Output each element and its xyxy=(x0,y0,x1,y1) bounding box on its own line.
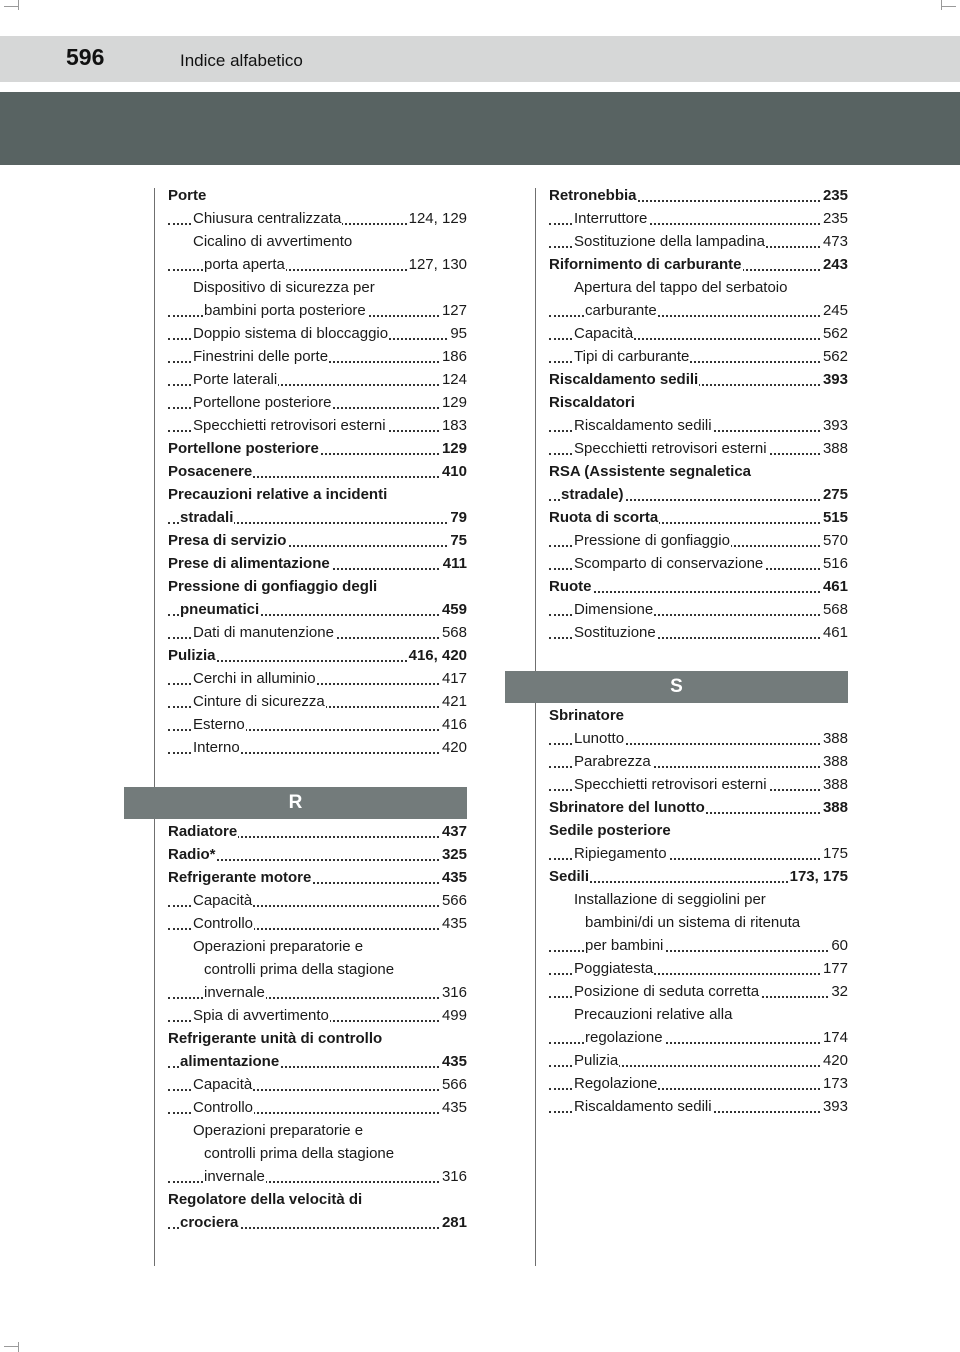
column-divider-right xyxy=(535,188,536,1266)
index-entry-page: 129 xyxy=(440,391,467,414)
index-entry xyxy=(168,889,467,912)
index-entry xyxy=(168,736,467,759)
index-entry xyxy=(168,1165,467,1188)
index-entry xyxy=(549,621,848,644)
index-entry-page: 275 xyxy=(821,483,848,506)
page-title: Indice alfabetico xyxy=(180,51,303,70)
index-entry-page: 177 xyxy=(821,957,848,980)
dot-leader xyxy=(549,591,848,593)
index-entry xyxy=(168,230,467,253)
index-entry-label: Interruttore xyxy=(574,210,648,227)
index-entry-page: 437 xyxy=(440,820,467,843)
index-entry-label: Portellone posteriore xyxy=(193,394,332,411)
crop-mark xyxy=(941,0,942,10)
index-entry-page: 95 xyxy=(448,322,467,345)
index-entry-label: invernale xyxy=(204,1168,265,1185)
index-entry-page: 388 xyxy=(821,773,848,796)
index-entry xyxy=(168,414,467,437)
index-entry xyxy=(549,1095,848,1118)
index-entry-label: Apertura del tappo del serbatoio xyxy=(574,279,788,296)
index-entry-page: 435 xyxy=(440,866,467,889)
index-entry xyxy=(549,345,848,368)
index-entry xyxy=(549,773,848,796)
index-entry-label: Dispositivo di sicurezza per xyxy=(193,279,375,296)
index-entry xyxy=(549,704,848,727)
index-entry-label: Lunotto xyxy=(574,730,625,747)
index-entry-label: per bambini xyxy=(585,937,664,954)
index-entry-label: Dimensione xyxy=(574,601,654,618)
index-entry xyxy=(549,437,848,460)
index-entry-label: Precauzioni relative alla xyxy=(574,1006,733,1023)
index-entry-label: Operazioni preparatorie e xyxy=(193,938,364,955)
index-entry-label: bambini porta posteriore xyxy=(204,302,366,319)
index-entry-page: 473 xyxy=(821,230,848,253)
index-entry-page: 388 xyxy=(821,437,848,460)
index-entry xyxy=(168,552,467,575)
index-entry-page: 32 xyxy=(829,980,848,1003)
index-entry xyxy=(168,345,467,368)
index-entry-page: 173, 175 xyxy=(788,865,848,888)
index-entry xyxy=(168,575,467,598)
index-entry xyxy=(168,322,467,345)
index-entry-label: Sedile posteriore xyxy=(549,822,671,839)
index-entry-label: Riscaldamento sedili xyxy=(574,417,712,434)
index-entry-label: Regolazione xyxy=(574,1075,658,1092)
index-entry-page: 235 xyxy=(821,207,848,230)
index-entry xyxy=(168,713,467,736)
index-entry xyxy=(168,299,467,322)
index-entry-label: Poggiatesta xyxy=(574,960,654,977)
index-entry xyxy=(168,598,467,621)
index-entry xyxy=(168,958,467,981)
index-entry-page: 435 xyxy=(440,1096,467,1119)
index-entry-label: Precauzioni relative a incidenti xyxy=(168,486,388,503)
index-entry xyxy=(549,980,848,1003)
index-entry xyxy=(549,230,848,253)
index-entry xyxy=(549,322,848,345)
index-entry-page: 499 xyxy=(440,1004,467,1027)
index-entry-label: Sostituzione della lampadina xyxy=(574,233,765,250)
index-entry xyxy=(168,690,467,713)
index-entry-page: 393 xyxy=(821,414,848,437)
index-entry-page: 127, 130 xyxy=(407,253,467,276)
page-number: 596 xyxy=(66,44,105,70)
index-entry-label: Capacità xyxy=(193,1076,253,1093)
index-entry xyxy=(168,667,467,690)
index-entry-page: 562 xyxy=(821,322,848,345)
index-entry-label: Specchietti retrovisori esterni xyxy=(574,440,767,457)
index-entry-label: Operazioni preparatorie e xyxy=(193,1122,364,1139)
index-entry xyxy=(168,276,467,299)
index-entry xyxy=(549,414,848,437)
index-entry-label: Pulizia xyxy=(574,1052,619,1069)
index-entry-label: Specchietti retrovisori esterni xyxy=(193,417,386,434)
index-entry-label: Riscaldatori xyxy=(549,394,635,411)
index-entry-label: Radio* xyxy=(168,846,216,863)
index-entry xyxy=(549,842,848,865)
index-entry-label: Radiatore xyxy=(168,823,238,840)
index-entry xyxy=(168,1027,467,1050)
index-entry-page: 416, 420 xyxy=(407,644,467,667)
index-entry-page: 183 xyxy=(440,414,467,437)
index-entry xyxy=(549,1026,848,1049)
index-entry-label: Spia di avvertimento xyxy=(193,1007,329,1024)
index-entry-label: porta aperta xyxy=(204,256,285,273)
index-entry xyxy=(549,911,848,934)
index-entry xyxy=(549,727,848,750)
index-entry-label: Porte xyxy=(168,187,207,204)
index-column-left-bottom xyxy=(168,820,467,1234)
index-entry-page: 129 xyxy=(440,437,467,460)
index-entry xyxy=(168,207,467,230)
index-column-right-bottom xyxy=(549,704,848,1118)
index-entry-label: Ruota di scorta xyxy=(549,509,659,526)
index-entry-label: Finestrini delle porte xyxy=(193,348,329,365)
index-entry-label: Posacenere xyxy=(168,463,253,480)
index-entry xyxy=(168,391,467,414)
index-entry-page: 173 xyxy=(821,1072,848,1095)
crop-mark xyxy=(18,0,19,10)
index-entry-page: 393 xyxy=(821,1095,848,1118)
index-entry-label: Retronebbia xyxy=(549,187,637,204)
index-entry-page: 416 xyxy=(440,713,467,736)
index-entry-label: carburante xyxy=(585,302,657,319)
index-entry-label: Rifornimento di carburante xyxy=(549,256,742,273)
index-entry-label: Parabrezza xyxy=(574,753,651,770)
index-entry xyxy=(549,796,848,819)
index-entry-page: 174 xyxy=(821,1026,848,1049)
index-entry-page: 435 xyxy=(440,1050,467,1073)
index-entry xyxy=(168,1188,467,1211)
index-entry-page: 124 xyxy=(440,368,467,391)
index-column-right-top xyxy=(549,184,848,644)
crop-mark xyxy=(942,6,956,7)
index-entry xyxy=(168,981,467,1004)
index-entry xyxy=(168,1096,467,1119)
index-entry-label: Refrigerante unità di controllo xyxy=(168,1030,383,1047)
index-entry-page: 568 xyxy=(821,598,848,621)
crop-mark xyxy=(4,6,18,7)
index-entry-page: 420 xyxy=(440,736,467,759)
index-entry xyxy=(549,957,848,980)
index-entry-label: Riscaldamento sedili xyxy=(574,1098,712,1115)
index-entry-label: Cerchi in alluminio xyxy=(193,670,316,687)
index-entry-label: Sedili xyxy=(549,868,590,885)
index-entry-page: 79 xyxy=(448,506,467,529)
index-entry-label: Doppio sistema di bloccaggio xyxy=(193,325,389,342)
index-entry-label: Sostituzione xyxy=(574,624,656,641)
index-entry-label: Pressione di gonfiaggio xyxy=(574,532,730,549)
index-entry xyxy=(549,391,848,414)
index-entry-page: 388 xyxy=(821,727,848,750)
index-entry xyxy=(168,506,467,529)
index-entry-label: Porte laterali xyxy=(193,371,278,388)
index-entry xyxy=(549,207,848,230)
index-entry-page: 417 xyxy=(440,667,467,690)
index-entry-page: 245 xyxy=(821,299,848,322)
index-entry-label: Refrigerante motore xyxy=(168,869,312,886)
index-entry xyxy=(549,750,848,773)
column-divider-left xyxy=(154,188,155,1266)
index-entry-label: Capacità xyxy=(574,325,634,342)
index-entry xyxy=(168,460,467,483)
index-entry xyxy=(168,935,467,958)
index-entry-label: Specchietti retrovisori esterni xyxy=(574,776,767,793)
index-entry-page: 570 xyxy=(821,529,848,552)
index-entry-page: 186 xyxy=(440,345,467,368)
index-entry xyxy=(549,1049,848,1072)
index-entry-label: Pulizia xyxy=(168,647,216,664)
index-entry xyxy=(549,276,848,299)
crop-mark xyxy=(18,1342,19,1352)
index-entry xyxy=(168,820,467,843)
index-entry-page: 60 xyxy=(829,934,848,957)
index-entry xyxy=(549,819,848,842)
index-entry-page: 124, 129 xyxy=(407,207,467,230)
index-entry-page: 566 xyxy=(440,889,467,912)
index-entry xyxy=(168,1142,467,1165)
index-entry-label: Chiusura centralizzata xyxy=(193,210,342,227)
index-entry xyxy=(549,575,848,598)
index-column-left-top xyxy=(168,184,467,759)
index-entry-page: 421 xyxy=(440,690,467,713)
index-entry xyxy=(549,552,848,575)
index-entry-label: crociera xyxy=(180,1214,239,1231)
index-entry xyxy=(168,184,467,207)
index-entry xyxy=(168,529,467,552)
index-entry-label: Cicalino di avvertimento xyxy=(193,233,353,250)
index-entry xyxy=(168,253,467,276)
index-entry xyxy=(549,184,848,207)
section-letter-s: S xyxy=(505,671,848,703)
index-entry-label: Regolatore della velocità di xyxy=(168,1191,363,1208)
index-entry-label: Riscaldamento sedili xyxy=(549,371,699,388)
index-entry-page: 562 xyxy=(821,345,848,368)
index-entry-label: pneumatici xyxy=(180,601,260,618)
index-entry-label: Ruote xyxy=(549,578,592,595)
index-entry-label: Sbrinatore xyxy=(549,707,625,724)
index-entry-label: stradale) xyxy=(561,486,624,503)
index-entry xyxy=(168,1119,467,1142)
index-entry xyxy=(168,1004,467,1027)
index-entry-page: 461 xyxy=(821,575,848,598)
index-entry xyxy=(168,621,467,644)
index-entry-page: 459 xyxy=(440,598,467,621)
index-entry-label: Pressione di gonfiaggio degli xyxy=(168,578,378,595)
index-entry xyxy=(168,483,467,506)
index-entry-page: 568 xyxy=(440,621,467,644)
index-entry xyxy=(549,1003,848,1026)
index-entry xyxy=(549,888,848,911)
index-entry-label: stradali xyxy=(180,509,234,526)
index-entry xyxy=(168,1050,467,1073)
index-entry xyxy=(549,253,848,276)
index-entry xyxy=(549,460,848,483)
section-letter-r: R xyxy=(124,787,467,819)
index-entry xyxy=(549,368,848,391)
index-entry-page: 566 xyxy=(440,1073,467,1096)
index-entry-label: Installazione di seggiolini per xyxy=(574,891,766,908)
index-entry-label: Prese di alimentazione xyxy=(168,555,330,572)
index-entry-label: Cinture di sicurezza xyxy=(193,693,325,710)
index-entry-page: 435 xyxy=(440,912,467,935)
index-entry xyxy=(168,644,467,667)
index-entry-label: invernale xyxy=(204,984,265,1001)
index-entry xyxy=(549,598,848,621)
index-entry xyxy=(168,437,467,460)
index-entry-page: 316 xyxy=(440,1165,467,1188)
header-banner xyxy=(0,92,960,165)
index-entry xyxy=(549,934,848,957)
index-entry xyxy=(549,506,848,529)
index-entry xyxy=(168,1211,467,1234)
index-entry xyxy=(168,912,467,935)
index-entry-label: Sbrinatore del lunotto xyxy=(549,799,705,816)
index-entry-page: 316 xyxy=(440,981,467,1004)
index-entry-label: Scomparto di conservazione xyxy=(574,555,764,572)
index-entry-page: 411 xyxy=(441,552,467,575)
header-bar xyxy=(0,36,960,82)
index-entry-page: 516 xyxy=(821,552,848,575)
index-entry-label: Controllo xyxy=(193,915,254,932)
index-entry-page: 243 xyxy=(821,253,848,276)
index-entry-label: Ripiegamento xyxy=(574,845,667,862)
index-entry-label: Posizione di seduta corretta xyxy=(574,983,760,1000)
index-entry-label: Capacità xyxy=(193,892,253,909)
crop-mark xyxy=(4,1346,18,1347)
index-entry-label: bambini/di un sistema di ritenuta xyxy=(585,914,801,931)
index-entry xyxy=(168,866,467,889)
index-entry-label: Esterno xyxy=(193,716,245,733)
index-entry xyxy=(549,865,848,888)
index-entry-page: 393 xyxy=(821,368,848,391)
index-entry-label: controlli prima della stagione xyxy=(204,961,395,978)
index-entry-page: 515 xyxy=(821,506,848,529)
index-entry-label: controlli prima della stagione xyxy=(204,1145,395,1162)
index-entry-label: alimentazione xyxy=(180,1053,280,1070)
index-entry-page: 388 xyxy=(821,796,848,819)
index-entry xyxy=(168,843,467,866)
index-entry-page: 325 xyxy=(440,843,467,866)
index-entry-page: 281 xyxy=(440,1211,467,1234)
index-entry-page: 410 xyxy=(440,460,467,483)
index-entry xyxy=(549,483,848,506)
index-entry-page: 420 xyxy=(821,1049,848,1072)
index-entry-label: Tipi di carburante xyxy=(574,348,690,365)
index-entry-label: Presa di servizio xyxy=(168,532,287,549)
index-entry xyxy=(168,368,467,391)
index-entry xyxy=(549,1072,848,1095)
index-entry-page: 388 xyxy=(821,750,848,773)
index-entry-page: 235 xyxy=(821,184,848,207)
index-entry-page: 175 xyxy=(821,842,848,865)
index-entry-label: Dati di manutenzione xyxy=(193,624,334,641)
index-entry-page: 75 xyxy=(448,529,467,552)
index-entry xyxy=(549,299,848,322)
index-entry-page: 461 xyxy=(821,621,848,644)
index-entry-page: 127 xyxy=(440,299,467,322)
index-entry-label: Interno xyxy=(193,739,240,756)
index-entry xyxy=(168,1073,467,1096)
index-entry-label: Portellone posteriore xyxy=(168,440,319,457)
index-entry-label: RSA (Assistente segnaletica xyxy=(549,463,752,480)
index-entry-label: Controllo xyxy=(193,1099,254,1116)
index-entry xyxy=(549,529,848,552)
index-entry-label: regolazione xyxy=(585,1029,663,1046)
